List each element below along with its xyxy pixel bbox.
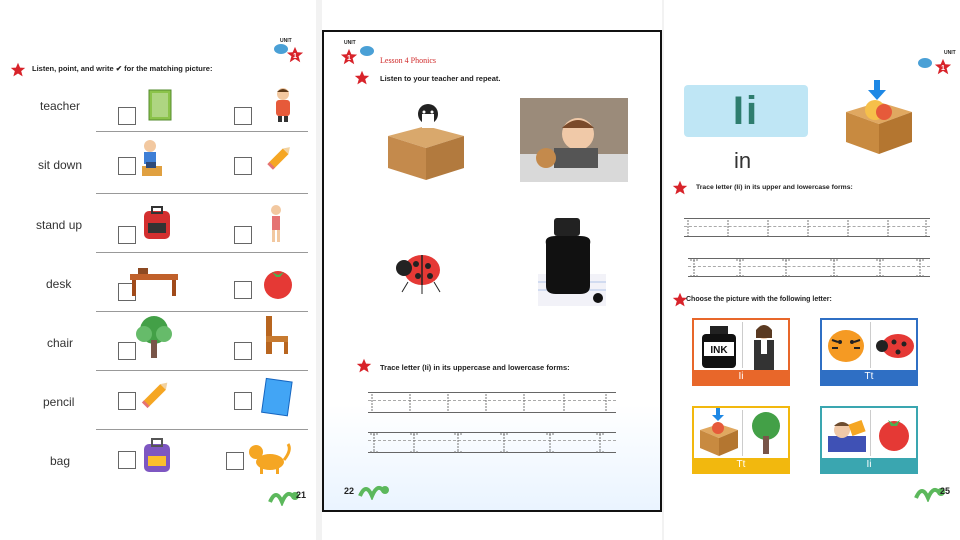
ladybug-image (388, 238, 448, 298)
step-number-icon (10, 62, 26, 78)
choice-card-3[interactable] (692, 406, 790, 474)
card-letter-label: Ii (822, 458, 916, 472)
ladybug-image (872, 320, 919, 370)
word-sit-down: sit down (38, 158, 83, 172)
divider (96, 370, 308, 371)
unit-label: UNIT (944, 50, 956, 56)
snake-icon (358, 478, 392, 500)
unit-label: UNIT (344, 40, 356, 46)
unit-number: 1 (941, 63, 945, 73)
word-chair: chair (47, 336, 74, 350)
tree-image (744, 408, 791, 458)
checkbox[interactable] (234, 342, 252, 360)
unit-star-icon (340, 48, 358, 66)
worksheet-page-25 (664, 0, 960, 540)
sick-boy-image (520, 98, 628, 182)
ink-label: INK (710, 345, 728, 356)
worksheet-page-21 (0, 0, 322, 540)
checkbox[interactable] (234, 281, 252, 299)
card-letter-label: Tt (822, 370, 916, 384)
checkbox[interactable] (118, 226, 136, 244)
desk-image (128, 264, 180, 298)
pencil-image (264, 140, 296, 174)
teacher-image (272, 86, 294, 122)
checkbox[interactable] (226, 452, 244, 470)
teacher-woman-image (744, 320, 791, 370)
tiger-image (824, 320, 871, 370)
step4-instruction: Choose the picture with the following letter: (686, 296, 832, 303)
box-apple-image (696, 408, 743, 458)
checkbox[interactable] (118, 392, 136, 410)
ink-bottle-image (696, 320, 743, 370)
step-number-icon (354, 70, 370, 86)
tracing-lines-uppercase (368, 392, 616, 416)
unit-badge (338, 40, 374, 70)
backpack-image (140, 205, 174, 241)
divider (96, 252, 308, 253)
lesson-title: Lesson 4 Phonics (380, 56, 436, 65)
bird-icon (360, 46, 374, 56)
unit-badge (274, 38, 310, 68)
box-apple-image (842, 78, 916, 156)
unit-star-icon (286, 46, 304, 64)
word-stand-up: stand up (36, 218, 83, 232)
tree-image (134, 314, 174, 360)
book-blue-image (258, 376, 294, 418)
unit-number: 1 (347, 53, 351, 63)
divider (96, 193, 308, 194)
step1-instruction: Listen to your teacher and repeat. (380, 74, 501, 83)
checkbox[interactable] (118, 107, 136, 125)
word-pencil: pencil (43, 395, 75, 409)
page-number: 22 (344, 486, 355, 496)
word-teacher: teacher (40, 99, 81, 113)
tracing-lines-uppercase (684, 218, 930, 240)
box-dog-image (382, 96, 470, 182)
pencil-image (138, 376, 174, 412)
checkbox[interactable] (234, 157, 252, 175)
step-number-icon (672, 180, 688, 196)
bag-purple-image (140, 436, 174, 474)
chair-image (262, 314, 290, 356)
page-number: 25 (940, 486, 951, 496)
step-number-icon (356, 358, 372, 374)
boy-sitting-image (138, 138, 166, 180)
checkbox[interactable] (234, 107, 252, 125)
page-number: 21 (296, 490, 307, 500)
divider (96, 131, 308, 132)
bird-icon (918, 58, 932, 68)
unit-number: 1 (293, 51, 297, 61)
cat-image (246, 438, 294, 476)
card-letter-label: Tt (694, 458, 788, 472)
worksheet-page-22 (322, 30, 662, 512)
divider (96, 311, 308, 312)
step3-instruction: Trace letter (Ii) in its upper and lowercase forms: (696, 184, 853, 191)
tomato-image (260, 266, 296, 300)
choice-card-4[interactable] (820, 406, 918, 474)
word-desk: desk (46, 277, 72, 291)
book-image (146, 88, 174, 122)
checkbox[interactable] (234, 226, 252, 244)
girl-standing-image (268, 204, 284, 244)
unit-label: UNIT (280, 38, 292, 44)
step2-instruction: Trace letter (Ii) in its uppercase and lowercase forms: (380, 363, 570, 372)
unit-star-icon (934, 58, 952, 76)
unit-badge (918, 50, 954, 80)
tracing-lines-lowercase (688, 258, 930, 280)
tomato-image (872, 408, 919, 458)
checkbox[interactable] (118, 157, 136, 175)
boy-sick-image (824, 408, 871, 458)
checkbox[interactable] (118, 451, 136, 469)
card-letter-label: Ii (694, 370, 788, 384)
divider (96, 429, 308, 430)
word-in: in (734, 148, 752, 173)
letter-card: Ii (684, 85, 808, 137)
ink-bottle-image (536, 214, 608, 308)
choice-card-2[interactable] (820, 318, 918, 386)
choice-card-1[interactable] (692, 318, 790, 386)
word-bag: bag (50, 454, 71, 468)
tracing-lines-lowercase (368, 432, 616, 456)
instruction-text: Listen, point, and write ✔ for the matching picture: (32, 64, 213, 73)
checkbox[interactable] (234, 392, 252, 410)
